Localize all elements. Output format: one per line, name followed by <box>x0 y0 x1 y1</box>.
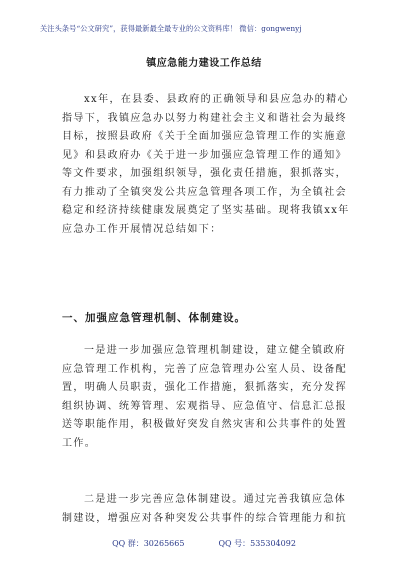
header-note: 关注头条号“公文研究”，获得最新最全最专业的公文资料库！ 微信：gongwenyj <box>40 24 302 33</box>
paragraph-line: 应急办工作开展情况总结如下： <box>62 223 222 235</box>
paragraph-line: xx年，在县委、县政府的正确领导和县应急办的精心 <box>84 94 349 105</box>
paragraph-line: 送等职能作用，积极做好突发自然灾害和公共事件的处置 <box>62 419 347 430</box>
paragraph-line: 应急管理工作机构，完善了应急管理办公室人员、设备配 <box>62 363 347 375</box>
footer-qq-group: QQ 群：30265665 <box>112 539 185 548</box>
paragraph-line: 工作。 <box>62 437 97 449</box>
paragraph-line: 组织协调、统筹管理、宏观指导、应急值守、信息汇总报 <box>62 400 347 412</box>
paragraph-intro <box>62 91 350 239</box>
paragraph-line: 置，明确人员职责，强化工作措施，狠抓落实，充分发挥 <box>62 382 347 393</box>
section-heading: 一、加强应急管理机制、体制建设。 <box>62 312 246 324</box>
paragraph-line: 见》和县政府办《关于进一步加强应急管理工作的通知》 <box>62 149 347 161</box>
paragraph-line: 指导下，我镇应急办以努力构建社会主义和谐社会为最终 <box>62 112 347 124</box>
paragraph-mechanism <box>62 342 350 453</box>
footer <box>0 538 408 549</box>
paragraph-line: 目标，按照县政府《关于全面加强应急管理工作的实施意 <box>62 131 347 142</box>
paragraph-line: 二是进一步完善应急体制建设。通过完善我镇应急体 <box>84 494 347 505</box>
paragraph-line: 稳定和经济持续健康发展奠定了坚实基础。现将我镇xx年 <box>62 205 350 216</box>
paragraph-line: 一是进一步加强应急管理机制建设，建立健全镇政府 <box>84 345 347 356</box>
footer-qq: QQ 号：535304092 <box>218 539 296 548</box>
document-title: 镇应急能力建设工作总结 <box>146 58 262 69</box>
paragraph-line: 有力推动了全镇突发公共应急管理各项工作，为全镇社会 <box>62 186 347 198</box>
paragraph-system <box>62 491 350 528</box>
paragraph-line: 制建设，增强应对各种突发公共事件的综合管理能力和抗 <box>62 512 347 524</box>
paragraph-line: 等文件要求，加强组织领导，强化责任措施，狠抓落实， <box>62 168 347 179</box>
